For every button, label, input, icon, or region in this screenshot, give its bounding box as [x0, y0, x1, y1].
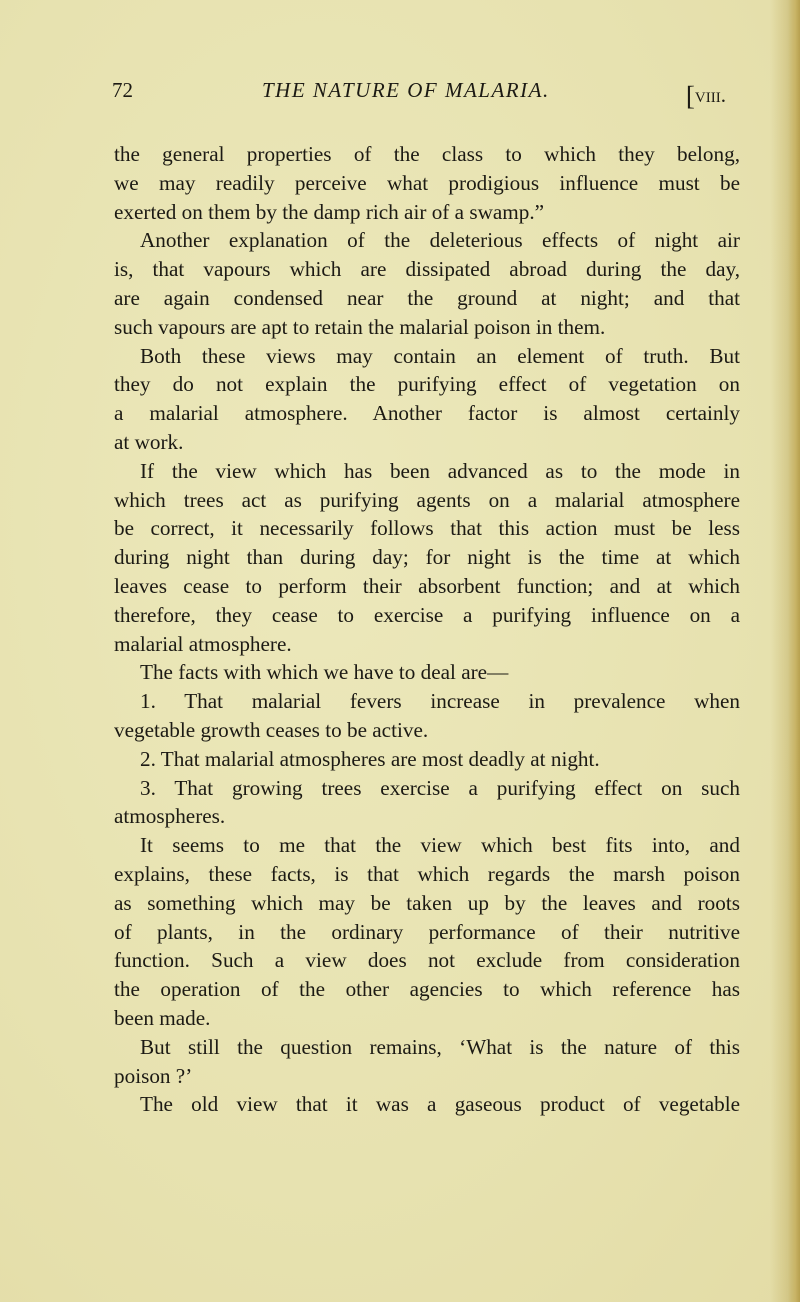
text-line: 2. That malarial atmospheres are most deadly at night.	[140, 746, 600, 771]
text-line: during night than during day; for night is the time at which	[114, 545, 740, 570]
text-line: The old view that it was a gaseous product of vegetable	[140, 1092, 740, 1117]
chapter-bracket: [	[685, 81, 695, 111]
text-line: Both these views may contain an element of truth. But	[140, 343, 740, 368]
page-binding-edge	[788, 0, 800, 1302]
text-line: the general properties of the class to which they belong,	[114, 142, 740, 166]
text-line: is, that vapours which are dissipated abroad during the day,	[114, 257, 740, 282]
text-line: we may readily perceive what prodigious influence must be	[114, 170, 740, 195]
text-line: poison ?’	[114, 1063, 193, 1088]
body-text	[114, 140, 740, 1119]
text-line: been made.	[114, 1005, 211, 1030]
text-line: which trees act as purifying agents on a malarial atmosphere	[114, 487, 740, 512]
text-line: be correct, it necessarily follows that this action must be less	[114, 516, 740, 541]
text-line: at work.	[114, 429, 184, 454]
text-line: function. Such a view does not exclude from consideration	[114, 948, 740, 973]
text-line: But still the question remains, ‘What is the nature of this	[140, 1034, 740, 1059]
text-line: leaves cease to perform their absorbent function; and at which	[114, 573, 740, 598]
text-line: such vapours are apt to retain the malarial poison in them.	[114, 314, 606, 339]
text-line: explains, these facts, is that which regards the marsh poison	[114, 861, 740, 886]
text-line: It seems to me that the view which best fits into, and	[140, 833, 740, 858]
text-line: as something which may be taken up by the leaves and roots	[114, 890, 740, 915]
text-line: atmospheres.	[114, 804, 226, 829]
text-line: the operation of the other agencies to which reference has	[114, 977, 740, 1002]
text-line: Another explanation of the deleterious effects of night air	[140, 228, 740, 253]
text-line: malarial atmosphere.	[114, 631, 292, 656]
text-line: they do not explain the purifying effect of vegetation on	[114, 372, 740, 397]
text-line: a malarial atmosphere. Another factor is almost certainly	[114, 401, 740, 426]
text-line: are again condensed near the ground at night; and that	[114, 285, 740, 310]
text-line: exerted on them by the damp rich air of a swamp.”	[114, 199, 545, 224]
text-line: 1. That malarial fevers increase in prevalence when	[140, 689, 740, 714]
page-number: 72	[112, 78, 133, 102]
text-line: therefore, they cease to exercise a purifying influence on a	[114, 602, 740, 627]
text-line: of plants, in the ordinary performance of their nutritive	[114, 919, 740, 944]
running-head	[112, 78, 726, 111]
text-line: The facts with which we have to deal are—	[140, 660, 509, 685]
chapter-mark	[686, 78, 726, 109]
text-line: If the view which has been advanced as to the mode in	[140, 458, 740, 483]
text-line: 3. That growing trees exercise a purifying effect on such	[140, 775, 740, 800]
text-line: vegetable growth ceases to be active.	[114, 717, 429, 742]
running-title: THE NATURE OF MALARIA.	[262, 78, 550, 102]
chapter-number: viii.	[694, 83, 726, 107]
